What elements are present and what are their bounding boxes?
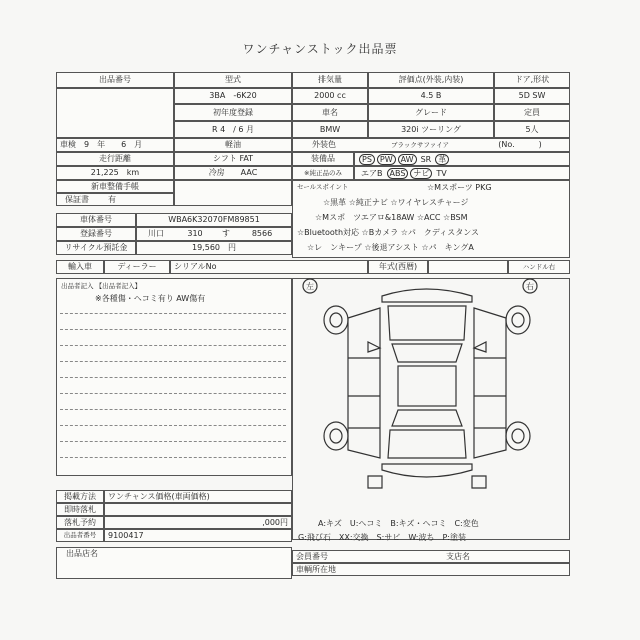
equipment-row-2-items bbox=[358, 168, 450, 179]
sales-point-5: ☆レ ンキープ ☆後退アシスト ☆パ キングA bbox=[307, 243, 474, 252]
grade-value: 320i ツーリング bbox=[368, 121, 494, 138]
model-code-label: 型式 bbox=[174, 72, 292, 88]
sales-point-4: ☆Bluetooth対応 ☆Bカメラ ☆パ クディスタンス bbox=[297, 228, 480, 237]
capacity-value: 5人 bbox=[494, 121, 570, 138]
notes-rule bbox=[60, 409, 286, 410]
hood-outline bbox=[388, 306, 466, 340]
right-mirror-outline bbox=[474, 342, 486, 352]
seller-store-name-label: 出品店名 bbox=[66, 549, 98, 558]
model-year-label: 年式(西暦) bbox=[368, 260, 428, 274]
rear-right-corner bbox=[472, 476, 486, 488]
color-number: (No. ) bbox=[498, 140, 542, 149]
lot-number-label: 出品番号 bbox=[56, 72, 174, 88]
fuel-type: 軽油 bbox=[174, 138, 292, 152]
model-year-value bbox=[428, 260, 508, 274]
vehicle-location-label: 車輌所在地 bbox=[292, 563, 570, 576]
maker-value: BMW bbox=[292, 121, 368, 138]
notes-line-1: ※各種傷・ヘコミ有り AW傷有 bbox=[95, 294, 206, 303]
first-registration-value: R 4 / 6 月 bbox=[174, 121, 292, 138]
rear-bumper-outline bbox=[382, 464, 472, 477]
instant-bid-value bbox=[104, 503, 292, 516]
front-bumper-outline bbox=[382, 289, 472, 302]
registration-number: 8566 bbox=[251, 229, 273, 238]
branch-name-label: 支店名 bbox=[446, 551, 470, 561]
member-branch-row bbox=[292, 550, 570, 563]
sales-point-3: ☆Mスポ ツエアロ&18AW ☆ACC ☆BSM bbox=[315, 213, 468, 222]
equipment-label: 装備品 bbox=[292, 152, 354, 166]
notes-rule bbox=[60, 441, 286, 442]
sales-point-2: ☆黒革 ☆純正ナビ ☆ワイヤレスチャージ bbox=[323, 198, 469, 207]
lot-number-value bbox=[56, 88, 174, 138]
damage-legend-row-1: A:キズ U:ヘコミ B:キズ・ヘコミ C:変色 bbox=[318, 519, 479, 528]
sales-points-label: セールスポイント bbox=[297, 183, 349, 191]
equipment-item-row2-0: エアB bbox=[361, 168, 383, 178]
notes-label: 出品者記入 【出品者記入】 bbox=[61, 282, 142, 290]
sales-point-1: ☆Mスポーツ PKG bbox=[427, 183, 492, 192]
left-side-outline bbox=[348, 308, 380, 458]
car-damage-diagram bbox=[296, 278, 556, 490]
door-shape-label: ドア,形状 bbox=[494, 72, 570, 88]
score-value: 4.5 B bbox=[368, 88, 494, 104]
steering-position: ハンドル右 bbox=[508, 260, 570, 274]
model-code-value: 3BA -6K20 bbox=[174, 88, 292, 104]
notes-rule bbox=[60, 377, 286, 378]
mileage-label: 走行距離 bbox=[56, 152, 174, 166]
windshield-outline bbox=[392, 344, 462, 362]
notes-rule bbox=[60, 329, 286, 330]
exterior-color-row bbox=[292, 138, 570, 152]
equipment-item-row1-4: 革 bbox=[435, 154, 449, 165]
import-dealer: ディーラー bbox=[104, 260, 170, 274]
left-mirror-outline bbox=[368, 342, 380, 352]
equipment-item-row1-0: PS bbox=[359, 154, 375, 165]
vin-label: 車体番号 bbox=[56, 213, 136, 227]
notes-rule bbox=[60, 457, 286, 458]
mileage-value: 21,225 km bbox=[56, 166, 174, 180]
right-side-label: 右 bbox=[526, 282, 534, 291]
equipment-row-1-items bbox=[358, 154, 450, 165]
sales-points-box bbox=[292, 180, 570, 258]
reserve-bid-label: 落札予約 bbox=[56, 516, 104, 529]
registration-kana: す bbox=[222, 229, 230, 238]
warranty-blank bbox=[174, 180, 292, 206]
exterior-color-label: 外装色 bbox=[312, 140, 336, 149]
notes-rule bbox=[60, 345, 286, 346]
seller-store-name-box bbox=[56, 547, 292, 579]
right-side-outline bbox=[474, 308, 506, 458]
notes-rule bbox=[60, 313, 286, 314]
air-conditioning: 冷房 AAC bbox=[174, 166, 292, 180]
displacement-value: 2000 cc bbox=[292, 88, 368, 104]
warranty-book-value: 有 bbox=[108, 194, 116, 204]
right-rear-wheel bbox=[506, 422, 530, 450]
transmission-shift: シフト FAT bbox=[174, 152, 292, 166]
roof-outline bbox=[398, 366, 456, 406]
registration-class: 310 bbox=[187, 229, 203, 238]
warranty-book-label: 保証書 bbox=[65, 194, 89, 204]
listing-method-value: ワンチャンス価格(車両価格) bbox=[104, 490, 292, 503]
import-serial-number: シリアルNo bbox=[170, 260, 368, 274]
instant-bid-label: 即時落札 bbox=[56, 503, 104, 516]
equipment-item-row1-1: PW bbox=[377, 154, 396, 165]
vin-value: WBA6K32070FM89851 bbox=[136, 213, 292, 227]
registration-office: 川口 bbox=[148, 229, 164, 238]
import-car-label: 輸入車 bbox=[56, 260, 104, 274]
sheet-title: ワンチャンストック出品票 bbox=[242, 42, 398, 56]
notes-rule bbox=[60, 425, 286, 426]
notes-rule bbox=[60, 361, 286, 362]
exterior-color-value: ブラックサファイア bbox=[390, 140, 450, 149]
registration-value-row bbox=[136, 227, 292, 241]
left-side-label: 左 bbox=[306, 282, 314, 291]
equipment-item-row1-2: AW bbox=[398, 154, 417, 165]
notes-rule bbox=[60, 393, 286, 394]
door-shape-value: 5D SW bbox=[494, 88, 570, 104]
score-label: 評価点(外装,内装) bbox=[368, 72, 494, 88]
equipment-item-row1-3: SR bbox=[420, 154, 432, 164]
rear-left-corner bbox=[368, 476, 382, 488]
left-rear-wheel bbox=[324, 422, 348, 450]
damage-legend-row-2: G:飛び石 XX:交換 S:サビ W:波ち P:塗装 bbox=[298, 533, 466, 542]
registration-label: 登録番号 bbox=[56, 227, 136, 241]
equipment-genuine-note: ※純正品のみ bbox=[292, 166, 354, 180]
maker-label: 車名 bbox=[292, 104, 368, 121]
grade-label: グレード bbox=[368, 104, 494, 121]
recycle-deposit-label: リサイクル預託金 bbox=[56, 241, 136, 255]
rear-window-outline bbox=[392, 410, 462, 426]
recycle-deposit-value: 19,560 円 bbox=[136, 241, 292, 255]
capacity-label: 定員 bbox=[494, 104, 570, 121]
displacement-label: 排気量 bbox=[292, 72, 368, 88]
equipment-item-row2-2: ナビ bbox=[410, 168, 432, 179]
seller-number-value: 9100417 bbox=[104, 529, 292, 542]
warranty-book-row bbox=[56, 193, 174, 206]
equipment-row-2 bbox=[354, 166, 570, 180]
trunk-outline bbox=[388, 430, 466, 458]
equipment-row-1 bbox=[354, 152, 570, 166]
inspection-expiry: 車検 9 年 6 月 bbox=[56, 138, 174, 152]
first-registration-label: 初年度登録 bbox=[174, 104, 292, 121]
right-front-wheel bbox=[506, 306, 530, 334]
equipment-item-row2-3: TV bbox=[436, 168, 447, 178]
left-front-wheel bbox=[324, 306, 348, 334]
seller-number-label: 出品者番号 bbox=[56, 529, 104, 542]
member-number-label: 会員番号 bbox=[296, 551, 328, 561]
reserve-bid-value: ,000円 bbox=[104, 516, 292, 529]
listing-method-label: 掲載方法 bbox=[56, 490, 104, 503]
maintenance-book-label: 新車整備手帳 bbox=[56, 180, 174, 193]
equipment-item-row2-1: ABS bbox=[387, 168, 409, 179]
